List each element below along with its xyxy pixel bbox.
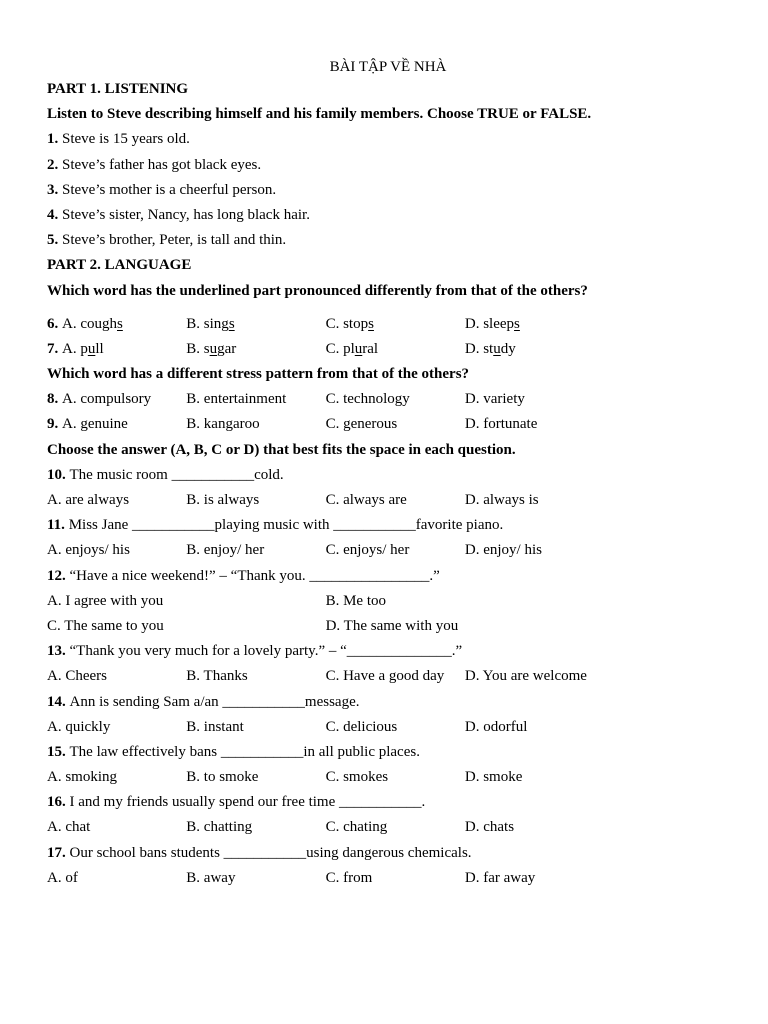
option-d: D. smoke [464, 769, 523, 786]
statement-text: Steve’s brother, Peter, is tall and thin. [62, 232, 287, 249]
part2-heading: PART 2. LANGUAGE [47, 257, 192, 274]
question-number: 11. [47, 517, 65, 534]
option-b: B. to smoke [186, 769, 259, 786]
pronunciation-instruction: Which word has the underlined part pronounced differently from that of the others? [47, 282, 588, 299]
question-number: 2. [47, 156, 59, 173]
options-14 [47, 715, 747, 740]
question-14 [47, 690, 747, 715]
question-number: 17. [47, 844, 66, 861]
question-text: Miss Jane [68, 517, 133, 534]
option-d: D. enjoy/ his [464, 542, 542, 559]
option-a: A. of [47, 869, 78, 886]
question-16 [47, 790, 747, 815]
option-d: D. fortunate [464, 416, 538, 433]
question-number: 13. [47, 643, 66, 660]
option-c: C. delicious [325, 718, 398, 735]
option-b: B. chatting [186, 819, 253, 836]
option-d: D. odorful [464, 718, 528, 735]
options-15 [47, 765, 747, 790]
question-number: 1. [47, 131, 59, 148]
option-a [47, 412, 186, 437]
stress-instruction: Which word has a different stress pattern from that of the others? [47, 366, 470, 383]
option-a [47, 312, 186, 337]
question-15 [47, 740, 747, 765]
question-text: The law effectively bans [69, 743, 221, 760]
underlined-part: u [209, 340, 218, 357]
statement-5 [47, 228, 747, 253]
question-text: . [421, 794, 426, 811]
part1-instruction: Listen to Steve describing himself and his family members. Choose TRUE or FALSE. [47, 106, 592, 123]
options-16 [47, 815, 747, 840]
options-17 [47, 866, 747, 891]
option-text: B. sing [186, 315, 229, 332]
question-number: 5. [47, 232, 59, 249]
option-a: A. quickly [47, 718, 111, 735]
statement-text: Steve’s father has got black eyes. [62, 156, 262, 173]
option-d: D. You are welcome [464, 668, 587, 685]
option-b: B. enjoy/ her [186, 542, 265, 559]
option-b: B. instant [186, 718, 244, 735]
option-b: B. kangaroo [186, 416, 260, 433]
option-b: B. entertainment [186, 391, 287, 408]
statement-2 [47, 153, 747, 178]
statement-text: Steve is 15 years old. [62, 131, 190, 148]
options-12-row-2 [47, 614, 747, 639]
question-text: Ann is sending Sam a/an [69, 693, 223, 710]
question-number: 6. [47, 315, 59, 332]
question-6 [47, 312, 747, 337]
statement-1 [47, 127, 747, 152]
option-d: D. far away [464, 869, 536, 886]
question-11 [47, 513, 747, 538]
question-text: I and my friends usually spend our free time [69, 794, 340, 811]
question-text: “Thank you very much for a lovely party.” – “ [69, 643, 347, 660]
option-text: C. pl [325, 340, 355, 357]
statement-text: Steve’s mother is a cheerful person. [62, 181, 277, 198]
question-17 [47, 841, 747, 866]
option-c: C. always are [325, 492, 407, 508]
underlined-part: s [368, 315, 374, 332]
statement-3 [47, 178, 747, 203]
option-d [465, 337, 604, 362]
question-number: 8. [47, 391, 59, 408]
option-c: C. enjoys/ her [325, 542, 410, 559]
statement-text: Steve’s sister, Nancy, has long black hair. [62, 206, 310, 223]
question-number: 9. [47, 416, 59, 433]
option-c: C. technology [325, 391, 410, 408]
option-text: A. p [62, 340, 88, 357]
underlined-part: s [228, 315, 235, 332]
underlined-part: u [354, 340, 363, 357]
question-text: cold. [254, 466, 284, 483]
question-text: playing music with [214, 517, 334, 534]
choice-instruction: Choose the answer (A, B, C or D) that best fits the space in each question. [47, 441, 516, 458]
question-text: Our school bans students [69, 844, 224, 861]
option-d [465, 312, 604, 337]
options-12-row-1 [47, 589, 747, 614]
question-7 [47, 337, 747, 362]
option-c: C. Have a good day [325, 668, 445, 685]
question-9 [47, 412, 747, 437]
option-b [186, 337, 325, 362]
answer-blank: ________________ [309, 567, 430, 584]
option-c [326, 337, 465, 362]
question-number: 16. [47, 794, 66, 811]
option-text: D. st [464, 340, 494, 357]
option-a: A. enjoys/ his [47, 542, 130, 559]
question-number: 7. [47, 340, 59, 357]
question-number: 15. [47, 743, 66, 760]
statement-4 [47, 203, 747, 228]
option-a: A. Cheers [47, 668, 107, 685]
question-text: The music room [69, 466, 172, 483]
worksheet [47, 77, 747, 891]
option-b: B. Me too [325, 592, 387, 609]
option-c: C. from [325, 869, 373, 886]
option-text: A. genuine [62, 416, 128, 433]
option-text: dy [500, 340, 516, 357]
question-13 [47, 639, 747, 664]
answer-blank: ___________ [222, 693, 305, 710]
question-8 [47, 387, 747, 412]
option-text: A. compulsory [62, 391, 152, 408]
option-d: D. The same with you [325, 617, 459, 634]
question-text: favorite piano. [415, 517, 504, 534]
option-text: ral [362, 340, 379, 357]
answer-blank: ___________ [223, 844, 307, 861]
option-c: C. chating [325, 819, 388, 836]
options-13 [47, 664, 747, 689]
page-title: BÀI TẬP VỀ NHÀ [329, 59, 447, 75]
answer-blank: ___________ [339, 794, 422, 811]
answer-blank: ___________ [220, 743, 304, 760]
option-a: A. chat [47, 819, 91, 836]
options-10 [47, 488, 747, 513]
option-b: B. is always [186, 492, 260, 508]
underlined-part: u [493, 340, 501, 357]
option-text: B. s [186, 340, 210, 357]
option-text: D. sleep [464, 315, 515, 332]
option-text: ll [95, 340, 104, 357]
question-12 [47, 564, 747, 589]
option-c: C. The same to you [47, 617, 164, 634]
option-text: gar [217, 340, 237, 357]
option-a [47, 387, 186, 412]
option-c: C. generous [325, 416, 398, 433]
underlined-part: u [87, 340, 96, 357]
question-10 [47, 463, 747, 488]
option-d: D. chats [464, 819, 515, 836]
question-text: in all public places. [303, 743, 420, 760]
underlined-part: s [117, 315, 123, 332]
question-text: .” [429, 567, 440, 584]
option-a: A. are always [47, 492, 130, 508]
option-text: A. cough [62, 315, 117, 332]
option-a: A. I agree with you [47, 592, 164, 609]
question-text: message. [304, 693, 360, 710]
option-b: B. Thanks [186, 668, 248, 685]
question-number: 10. [47, 466, 66, 483]
answer-blank: ___________ [171, 466, 255, 483]
question-text: “Have a nice weekend!” – “Thank you. [69, 567, 310, 584]
options-11 [47, 538, 747, 563]
option-c [326, 312, 465, 337]
underlined-part: s [514, 315, 520, 332]
question-number: 4. [47, 206, 59, 223]
option-c: C. smokes [325, 769, 389, 786]
option-a [47, 337, 186, 362]
part1-heading: PART 1. LISTENING [47, 81, 189, 97]
option-b [186, 312, 325, 337]
option-d: D. variety [464, 391, 525, 408]
answer-blank: ___________ [333, 517, 416, 534]
question-number: 3. [47, 181, 59, 198]
question-number: 14. [47, 693, 66, 710]
question-number: 12. [47, 567, 66, 584]
option-b: B. away [186, 869, 236, 886]
option-a: A. smoking [47, 769, 118, 786]
option-d: D. always is [464, 492, 539, 508]
answer-blank: ______________ [346, 643, 452, 660]
answer-blank: ___________ [132, 517, 215, 534]
option-text: C. stop [325, 315, 369, 332]
question-text: using dangerous chemicals. [306, 844, 472, 861]
question-text: .” [451, 643, 463, 660]
